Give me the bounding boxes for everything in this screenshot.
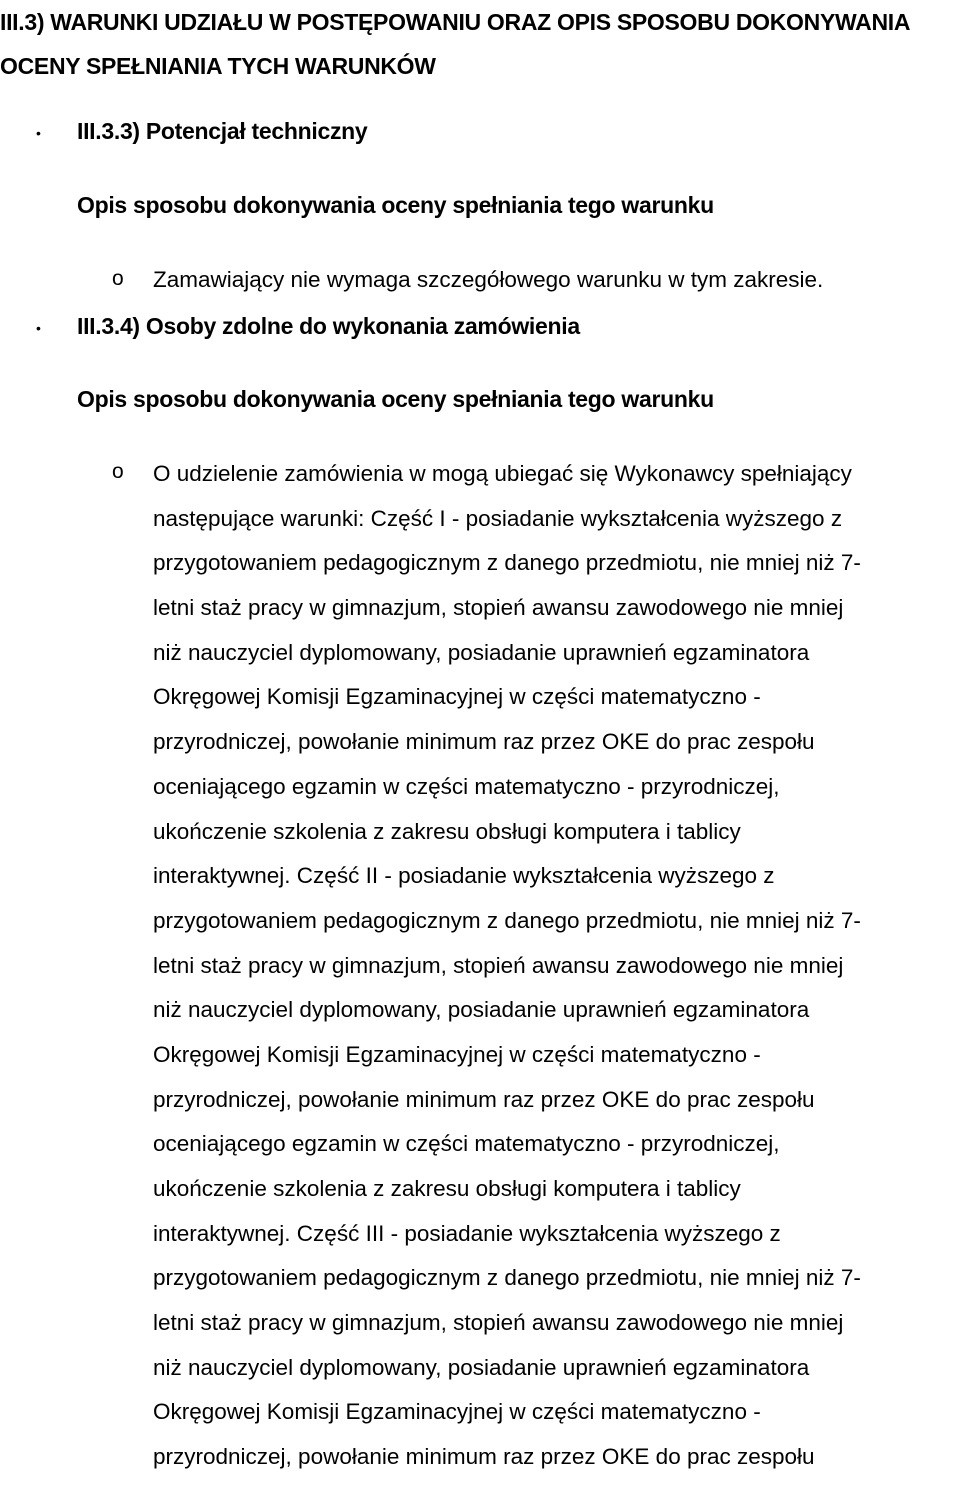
- description-line: przygotowaniem pedagogicznym z danego przedmiotu, nie mniej niż 7-: [153, 907, 861, 933]
- description-line: przyrodniczej, powołanie minimum raz przez OKE do prac zespołu: [153, 1086, 815, 1112]
- item-subheading-opis-sposobu: Opis sposobu dokonywania oceny spełniania tego warunku: [77, 192, 714, 218]
- item-description-potencjal: Zamawiający nie wymaga szczegółowego warunku w tym zakresie.: [153, 267, 824, 292]
- description-line: letni staż pracy w gimnazjum, stopień awansu zawodowego nie mniej: [153, 1310, 844, 1336]
- description-line: oceniającego egzamin w części matematyczno - przyrodniczej,: [153, 1131, 780, 1157]
- item-title-osoby-zdolne: III.3.4) Osoby zdolne do wykonania zamówienia: [77, 313, 580, 339]
- description-line: ukończenie szkolenia z zakresu obsługi komputera i tablicy: [153, 818, 741, 844]
- description-line: oceniającego egzamin w części matematyczno - przyrodniczej,: [153, 773, 780, 799]
- description-line: niż nauczyciel dyplomowany, posiadanie uprawnień egzaminatora: [153, 1354, 810, 1380]
- bullet-icon: •: [36, 320, 41, 336]
- description-line: letni staż pracy w gimnazjum, stopień awansu zawodowego nie mniej: [153, 595, 844, 621]
- section-heading: III.3) WARUNKI UDZIAŁU W POSTĘPOWANIU ORAZ OPIS SPOSOBU DOKONYWANIA OCENY SPEŁNIANIA TYCH WARUNKÓW: [0, 9, 910, 79]
- description-line: przyrodniczej, powołanie minimum raz przez OKE do prac zespołu: [153, 729, 815, 755]
- description-line: interaktywnej. Część III - posiadanie wykształcenia wyższego z: [153, 1220, 781, 1246]
- description-line: Okręgowej Komisji Egzaminacyjnej w części matematyczno -: [153, 1399, 761, 1425]
- item-subheading-opis-sposobu: Opis sposobu dokonywania oceny spełniania tego warunku: [77, 386, 714, 412]
- description-line: Okręgowej Komisji Egzaminacyjnej w części matematyczno -: [153, 684, 761, 710]
- description-line: O udzielenie zamówienia w mogą ubiegać się Wykonawcy spełniający: [153, 461, 852, 486]
- description-line: niż nauczyciel dyplomowany, posiadanie uprawnień egzaminatora: [153, 639, 810, 665]
- description-line: interaktywnej. Część II - posiadanie wykształcenia wyższego z: [153, 863, 775, 889]
- description-line: ukończenie szkolenia z zakresu obsługi komputera i tablicy: [153, 1176, 741, 1201]
- description-line: Okręgowej Komisji Egzaminacyjnej w części matematyczno -: [153, 1041, 761, 1067]
- description-line: letni staż pracy w gimnazjum, stopień awansu zawodowego nie mniej: [153, 952, 844, 978]
- bullet-icon: •: [36, 125, 41, 141]
- item-description-osoby-zdolne: [153, 459, 960, 1487]
- sub-bullet-icon: o: [112, 267, 124, 290]
- item-title-potencjal-techniczny: III.3.3) Potencjał techniczny: [77, 118, 368, 144]
- description-line: przyrodniczej, powołanie minimum raz przez OKE do prac zespołu: [153, 1444, 815, 1470]
- description-line: przygotowaniem pedagogicznym z danego przedmiotu, nie mniej niż 7-: [153, 550, 861, 576]
- description-line: następujące warunki: Część I - posiadanie wykształcenia wyższego z: [153, 505, 843, 531]
- sub-bullet-icon: o: [112, 460, 124, 483]
- description-line: niż nauczyciel dyplomowany, posiadanie uprawnień egzaminatora: [153, 997, 810, 1023]
- description-line: przygotowaniem pedagogicznym z danego przedmiotu, nie mniej niż 7-: [153, 1265, 861, 1291]
